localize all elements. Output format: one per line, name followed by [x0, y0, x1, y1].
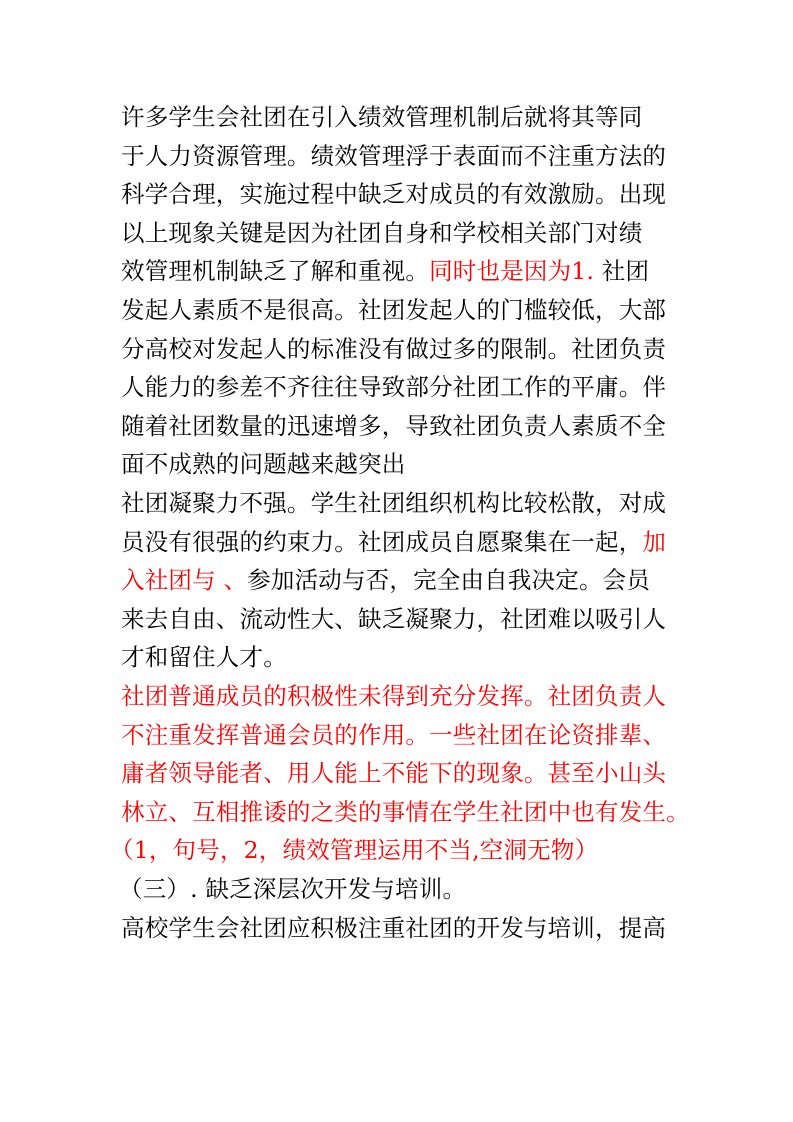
text-segment: 不注重发挥普通会员的作用。一些社团在论资排辈、 — [121, 720, 667, 749]
text-line — [121, 444, 405, 484]
text-segment: 来去自由、流动性大、缺乏凝聚力，社团难以吸引人 — [121, 604, 667, 633]
text-segment: 入社团与 、 — [121, 566, 248, 595]
text-segment: 林立、互相推诿的之类的事情在学生社团中也有发生。 — [121, 797, 690, 826]
text-segment: 以上现象关键是因为社团自身和学校相关部门对绩 — [121, 218, 643, 247]
text-line — [121, 367, 666, 407]
text-line — [121, 560, 650, 600]
text-segment: 随着社团数量的迅速增多，导致社团负责人素质不全 — [121, 411, 667, 440]
text-segment: 效管理机制缺乏了解和重视。 — [121, 257, 430, 286]
text-line — [121, 637, 287, 677]
text-segment: 科学合理，实施过程中缺乏对成员的有效激励。出现 — [121, 180, 667, 209]
text-line — [121, 329, 666, 369]
text-segment: 庸者领导能者、用人能上不能下的现象。甚至小山头 — [121, 759, 667, 788]
text-segment: 社团凝聚力不强。学生社团组织机构比较松散，对成 — [121, 489, 667, 517]
text-line — [121, 174, 666, 214]
text-line — [121, 483, 666, 523]
text-segment: 面不成熟的问题越来越突出 — [121, 450, 406, 479]
text-line — [121, 97, 642, 137]
text-segment: 参加活动与否，完全由自我决定。会员 — [247, 566, 651, 595]
text-segment: 于人力资源管理。绩效管理浮于表面而不注重方法的 — [121, 141, 667, 170]
text-line — [121, 676, 666, 716]
text-line — [121, 715, 666, 755]
text-line — [121, 290, 666, 330]
text-line — [121, 136, 666, 176]
text-segment: 才和留住人才。 — [121, 643, 287, 672]
text-segment: 人能力的参差不齐往往导致部分社团工作的平庸。伴 — [121, 373, 667, 402]
text-segment: 社团普通成员的积极性未得到充分发挥。社团负责人 — [121, 682, 667, 710]
text-line — [121, 792, 690, 832]
text-line — [121, 599, 666, 639]
text-line — [121, 251, 649, 291]
text-segment: 分高校对发起人的标准没有做过多的限制。社团负责 — [121, 334, 667, 363]
text-segment: 发起人素质不是很高。社团发起人的门槛较低，大部 — [121, 296, 667, 324]
text-line — [121, 908, 666, 948]
text-line — [121, 213, 642, 253]
text-segment: 社团 — [594, 257, 650, 286]
text-segment: 许多学生会社团在引入绩效管理机制后就将其等同 — [121, 103, 643, 131]
text-segment: 员没有很强的约束力。社团成员自愿聚集在一起， — [121, 527, 643, 556]
text-segment: （1，句号，2，绩效管理运用不当,空洞无物） — [110, 836, 599, 865]
text-line — [121, 753, 666, 793]
text-line — [119, 869, 466, 909]
text-segment: 加 — [642, 527, 667, 556]
text-segment: 高校学生会社团应积极注重社团的开发与培训，提高 — [121, 913, 667, 942]
text-line — [110, 830, 598, 870]
text-segment: 同时也是因为1. — [429, 257, 595, 286]
text-line — [121, 406, 666, 446]
text-line — [121, 522, 666, 562]
text-segment: （三）. 缺乏深层次开发与培训。 — [119, 875, 467, 903]
